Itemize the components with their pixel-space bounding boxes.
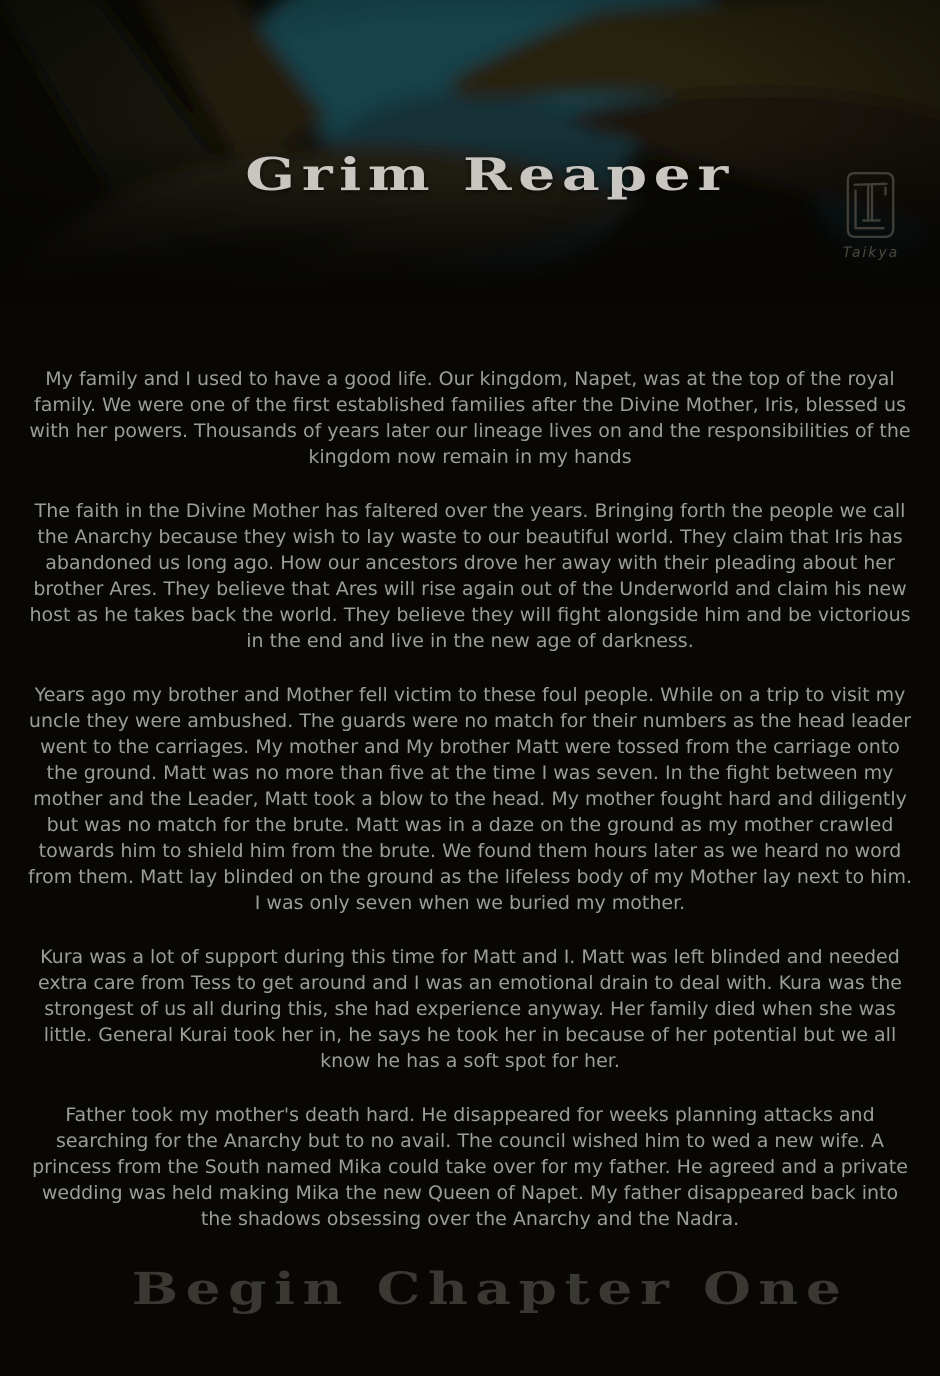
story-paragraph: My family and I used to have a good life. Our kingdom, Napet, was at the top of the royal family. We were one of the first established families after the Divine Mother, Iris, blessed us with her powers. Thousands of years later our lineage lives on and the responsibilities of the kingdom now remain in my hands [29,368,911,468]
story-paragraph: Kura was a lot of support during this time for Matt and I. Matt was left blinded and needed extra care from Tess to get around and I was an emotional drain to deal with. Kura was the strongest of us all during this, she had experience anyway. Her family died when she was little. General Kurai took her in, he says he took her in because of her potential but we all know he has a soft spot for her. [37,946,902,1072]
logo-artist-signature: Taikya [842,245,900,261]
taikya-logo [816,168,926,261]
logo-mark-icon [843,168,899,244]
story-paragraph: The faith in the Divine Mother has faltered over the years. Bringing forth the people we call the Anarchy because they wish to lay waste to our beautiful world. They claim that Iris has abandoned us long ago. How our ancestors drove her away with their pleading about her brother Ares. They believe that Ares will rise again out of the Underworld and claim his new host as he takes back the world. They believe they will fight alongside him and be victorious in the end and live in the new age of darkness. [29,500,911,652]
footer [0,1264,940,1316]
story-paragraph: Father took my mother's death hard. He disappeared for weeks planning attacks and searching for the Anarchy but to no avail. The council wished him to wed a new wife. A princess from the South named Mika could take over for my father. He agreed and a private wedding was held making Mika the new Queen of Napet. My father disappeared back into the shadows obsessing over the Anarchy and the Nadra. [32,1104,908,1230]
story-text [24,300,916,1232]
begin-chapter-one-link[interactable]: Begin Chapter One [131,1264,849,1315]
header [0,0,940,300]
page-title: Grim Reaper [245,148,735,201]
story-paragraph: Years ago my brother and Mother fell victim to these foul people. While on a trip to visit my uncle they were ambushed. The guards were no match for their numbers as the head leader went to the carriages. My mother and My brother Matt were tossed from the carriage onto the ground. Matt was no more than five at the time I was seven. In the fight between my mother and the Leader, Matt took a blow to the head. My mother fought hard and diligently but was no match for the brute. Matt was in a daze on the ground as my mother crawled towards him to shield him from the brute. We found them hours later as we heard no word from them. Matt lay blinded on the ground as the lifeless body of my Mother lay next to him. I was only seven when we buried my mother. [28,684,912,914]
